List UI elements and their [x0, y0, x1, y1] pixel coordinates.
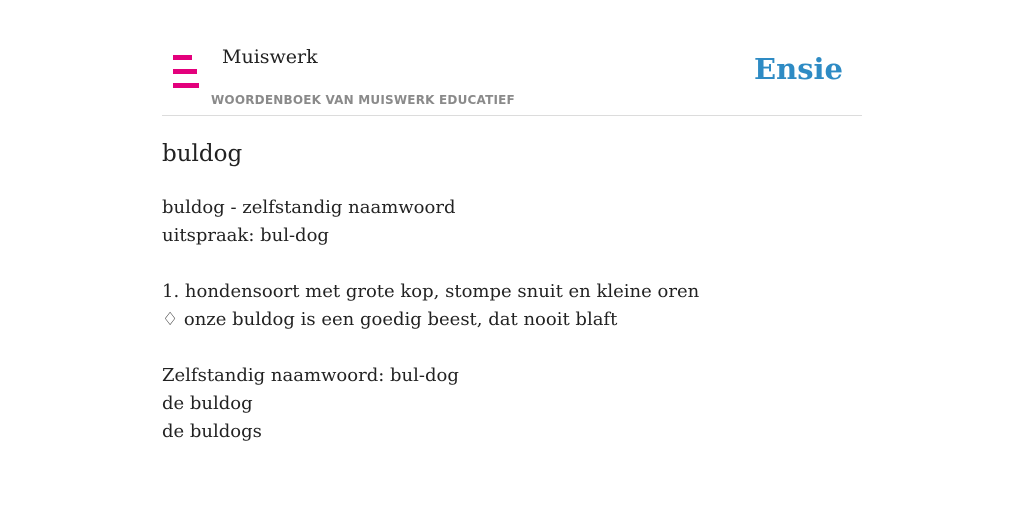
site-name[interactable]: Muiswerk: [222, 46, 318, 68]
entry-content: [162, 138, 862, 446]
definition-line-blank: [162, 334, 862, 362]
muiswerk-logo-icon[interactable]: [173, 55, 199, 88]
definition-line-word-class: buldog - zelfstandig naamwoord: [162, 197, 456, 218]
entry-title: buldog: [162, 141, 243, 167]
ensie-logo-link[interactable]: Ensie: [754, 52, 843, 86]
definition-line-meaning: 1. hondensoort met grote kop, stompe snuit en kleine oren: [162, 281, 700, 302]
definition-line-plural: de buldogs: [162, 421, 262, 442]
definition-line-pronunciation: uitspraak: bul-dog: [162, 225, 329, 246]
definition-line-noun-syllables: Zelfstandig naamwoord: bul-dog: [162, 365, 459, 386]
definition-line-singular: de buldog: [162, 393, 253, 414]
definition-line-example: ♢ onze buldog is een goedig beest, dat nooit blaft: [162, 309, 618, 330]
site-subtitle: WOORDENBOEK VAN MUISWERK EDUCATIEF: [211, 93, 515, 107]
definition-line-blank: [162, 250, 862, 278]
entry-definition: [162, 194, 862, 446]
site-header: [162, 0, 862, 116]
